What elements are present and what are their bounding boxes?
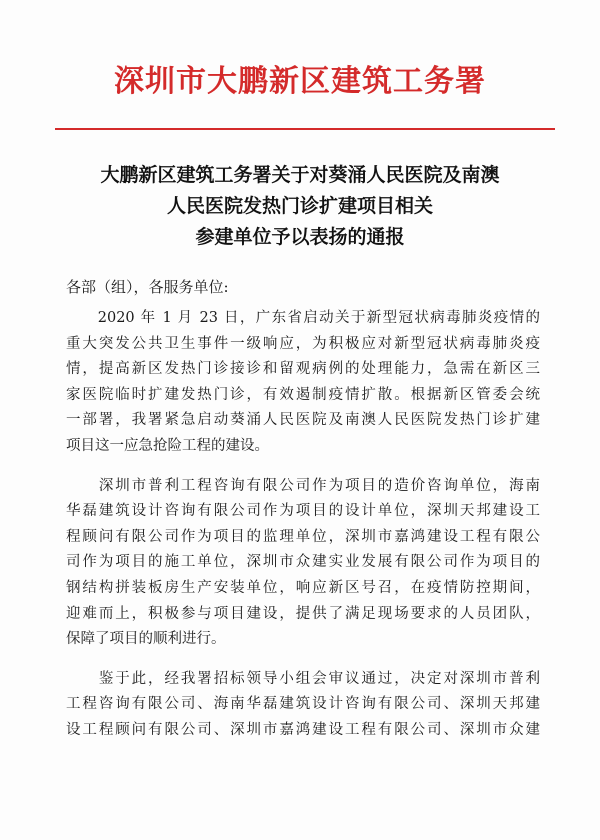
- paragraph-line: 程顾问有限公司作为项目的监理单位，深圳市嘉鸿建设工程有限公: [66, 528, 540, 545]
- paragraph-line: 设工程顾问有限公司、深圳市嘉鸿建设工程有限公司、深圳市众建: [66, 721, 540, 738]
- paragraph-line: 鉴于此，经我署招标领导小组会审议通过，决定对深圳市普利: [66, 670, 540, 687]
- paragraph-line: 华磊建筑设计咨询有限公司作为项目的设计单位，深圳天邦建设工: [66, 503, 540, 520]
- letterhead-divider: [55, 128, 555, 130]
- paragraph-line: 一部署，我署紧急启动葵涌人民医院及南澳人民医院发热门诊扩建: [66, 412, 540, 429]
- paragraph: [66, 667, 540, 744]
- paragraph: [66, 306, 540, 460]
- document-body: [66, 306, 540, 758]
- document-title-line: 参建单位予以表扬的通报: [195, 226, 405, 248]
- paragraph-line: 迎难而上，积极参与项目建设，提供了满足现场要求的人员团队，: [66, 605, 540, 622]
- paragraph-line: 工程咨询有限公司、海南华磊建筑设计咨询有限公司、深圳天邦建: [66, 696, 540, 713]
- paragraph-line: 家医院临时扩建发热门诊，有效遏制疫情扩散。根据新区管委会统: [66, 386, 540, 403]
- paragraph-line: 重大突发公共卫生事件一级响应，为积极应对新型冠状病毒肺炎疫: [66, 335, 540, 352]
- paragraph-line: 保障了项目的顺利进行。: [66, 631, 226, 648]
- document-title: [60, 160, 540, 253]
- paragraph-line: 司作为项目的施工单位，深圳市众建实业发展有限公司作为项目的: [66, 554, 540, 571]
- paragraph-line: 深圳市普利工程咨询有限公司作为项目的造价咨询单位，海南: [66, 477, 540, 494]
- paragraph-line: 情，提高新区发热门诊接诊和留观病例的处理能力，急需在新区三: [66, 361, 540, 378]
- paragraph-line: 2020 年 1 月 23 日，广东省启动关于新型冠状病毒肺炎疫情的: [66, 310, 540, 326]
- salutation: 各部（组），各服务单位:: [66, 278, 229, 296]
- paragraph: [66, 474, 540, 653]
- document-title-line: 大鹏新区建筑工务署关于对葵涌人民医院及南澳: [100, 164, 500, 186]
- document-title-line: 人民医院发热门诊扩建项目相关: [166, 195, 433, 217]
- letterhead-organization: 深圳市大鹏新区建筑工务署: [114, 64, 486, 99]
- paragraph-line: 项目这一应急抢险工程的建设。: [66, 437, 269, 454]
- paragraph-line: 钢结构拼装板房生产安装单位，响应新区号召，在疫情防控期间，: [66, 579, 540, 596]
